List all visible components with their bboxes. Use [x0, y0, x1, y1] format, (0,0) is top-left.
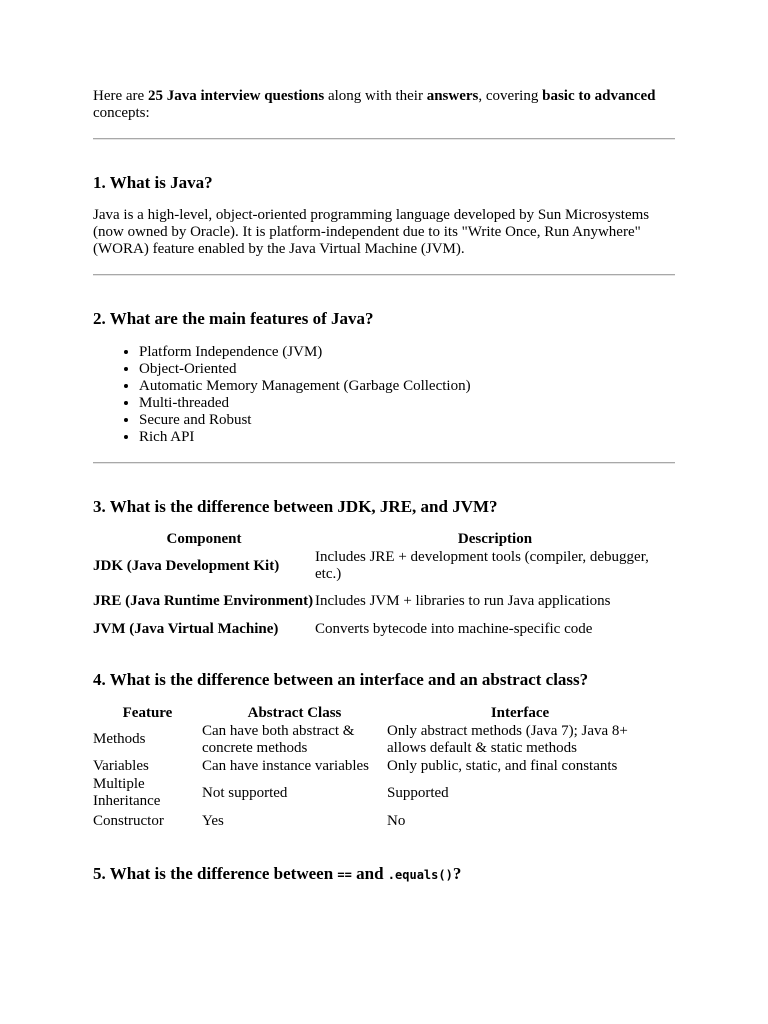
list-item: • Object-Oriented [139, 361, 675, 378]
table-cell: Methods [93, 731, 146, 747]
intro-text: along with their [324, 88, 427, 104]
table-header: Feature [122, 704, 173, 721]
table-row [93, 757, 653, 775]
table-row [93, 775, 653, 811]
document-page [93, 88, 675, 885]
q4-table [93, 704, 653, 831]
q5-text: ? [452, 864, 462, 883]
q5-code-equals-method: .equals() [387, 868, 453, 882]
table-row [93, 722, 653, 757]
divider [93, 274, 675, 276]
list-item: • Rich API [139, 429, 675, 446]
table-cell: Only public, static, and final constants [387, 757, 618, 774]
table-cell: JDK (Java Development Kit) [93, 557, 280, 574]
q5-text: and [351, 864, 388, 883]
table-cell: Not supported [202, 784, 288, 801]
q5-heading [93, 864, 675, 885]
intro-text: Here are [93, 88, 148, 104]
divider [93, 462, 675, 464]
q2-heading: 2. What are the main features of Java? [93, 309, 374, 328]
intro-text: concepts: [93, 105, 150, 121]
table-cell: No [387, 812, 406, 829]
q3-table [93, 530, 675, 639]
table-cell: Includes JVM + libraries to run Java applications [315, 593, 611, 609]
intro-paragraph [93, 88, 675, 122]
table-cell: Constructor [93, 812, 164, 829]
table-cell: Yes [202, 812, 224, 829]
table-header-row [93, 704, 653, 722]
table-cell: Supported [387, 784, 449, 801]
list-item: • Platform Independence (JVM) [139, 344, 675, 361]
table-cell: Only abstract methods (Java 7); Java 8+ allows default & static methods [387, 722, 628, 756]
list-item: • Multi-threaded [139, 395, 675, 412]
intro-bold: answers [426, 88, 479, 104]
table-cell: Multiple Inheritance [93, 776, 161, 809]
intro-bold: basic to advanced [542, 88, 656, 104]
table-cell: Includes JRE + development tools (compiler, debugger, etc.) [315, 549, 649, 582]
table-header-row [93, 530, 675, 548]
q5-text: 5. What is the difference between [93, 864, 338, 883]
table-header: Interface [490, 704, 550, 721]
q4-heading: 4. What is the difference between an interface and an abstract class? [93, 670, 589, 689]
table-row [93, 584, 675, 619]
list-item: • Automatic Memory Management (Garbage Collection) [139, 378, 675, 395]
q1-answer: Java is a high-level, object-oriented programming language developed by Sun Microsystems (now owned by Oracle). It is platform-independent due to its "Write Once, Run Anywhere" (WORA) feature enabled by the Java Virtual Machine (JVM). [93, 207, 650, 257]
table-header: Abstract Class [247, 704, 342, 721]
table-cell: Can have both abstract & concrete methods [202, 722, 355, 756]
table-cell: JRE (Java Runtime Environment) [93, 593, 314, 609]
table-row [93, 548, 675, 584]
table-row [93, 619, 675, 639]
table-cell: Variables [93, 757, 149, 774]
q3-heading: 3. What is the difference between JDK, JRE, and JVM? [93, 497, 498, 516]
q1-heading: 1. What is Java? [93, 173, 213, 192]
intro-text: , covering [478, 88, 543, 104]
divider [93, 138, 675, 140]
table-header: Component [166, 530, 242, 547]
intro-bold: 25 Java interview questions [147, 88, 325, 104]
table-header: Description [457, 530, 533, 547]
list-item: • Secure and Robust [139, 412, 675, 429]
table-row [93, 811, 653, 831]
table-cell: JVM (Java Virtual Machine) [93, 620, 279, 637]
table-cell: Can have instance variables [202, 757, 370, 774]
q2-feature-list [93, 344, 675, 446]
table-cell: Converts bytecode into machine-specific code [315, 620, 593, 637]
q5-code-equals-operator: == [337, 868, 352, 882]
